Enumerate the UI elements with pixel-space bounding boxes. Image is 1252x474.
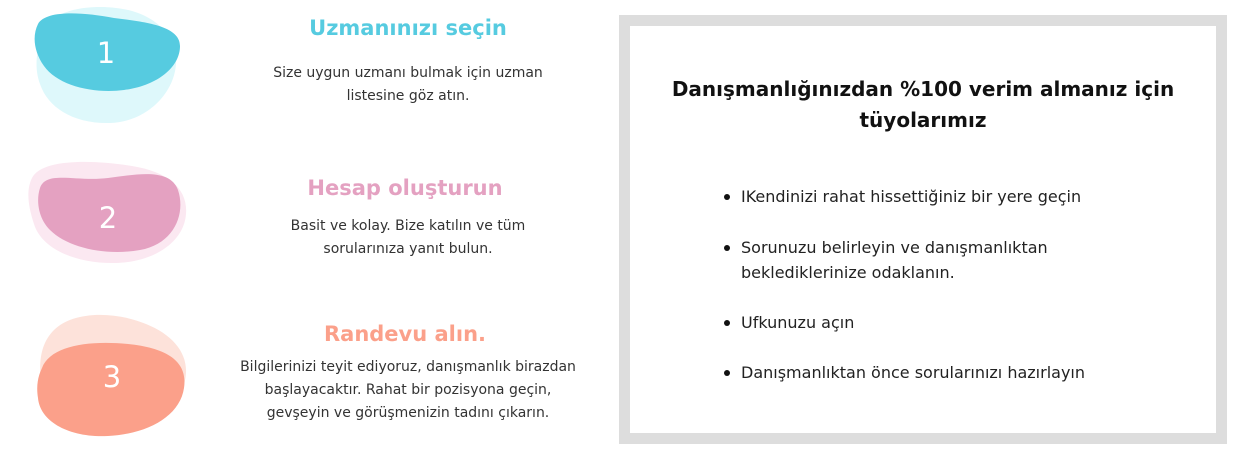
step-3-title: Randevu alın. (323, 322, 486, 346)
step-2-number: 2 (98, 201, 118, 236)
step-1-blob-icon (30, 2, 182, 124)
step-1-description: Size uygun uzmanı bulmak için uzman listesine göz atın. (273, 65, 543, 104)
step-2-description: Basit ve kolay. Bize katılın ve tüm sorularınıza yanıt bulun. (290, 218, 526, 257)
tips-list-item: IKendinizi rahat hissettiğiniz bir yere geçin (724, 184, 1164, 209)
step-1-title: Uzmanınızı seçin (309, 16, 507, 40)
step-2-blob-icon (28, 160, 188, 264)
tips-panel (619, 15, 1227, 444)
tips-list-item: Danışmanlıktan önce sorularınızı hazırlayın (724, 360, 1164, 385)
tips-title: Danışmanlığınızdan %100 verim almanız için tüyolarımız (671, 77, 1175, 132)
tips-list (724, 184, 1164, 385)
step-1-number: 1 (96, 36, 116, 71)
step-3-number: 3 (102, 360, 122, 395)
tips-list-item: Ufkunuzu açın (724, 310, 1164, 335)
step-3-description: Bilgilerinizi teyit ediyoruz, danışmanlık birazdan başlayacaktır. Rahat bir pozisyona geçin, gevşeyin ve görüşmenizin tadını çıkarın. (240, 359, 576, 421)
tips-list-item: Sorunuzu belirleyin ve danışmanlıktan beklediklerinize odaklanın. (724, 235, 1164, 285)
step-3-blob-icon (36, 314, 188, 438)
step-2-title: Hesap oluşturun (307, 176, 503, 200)
